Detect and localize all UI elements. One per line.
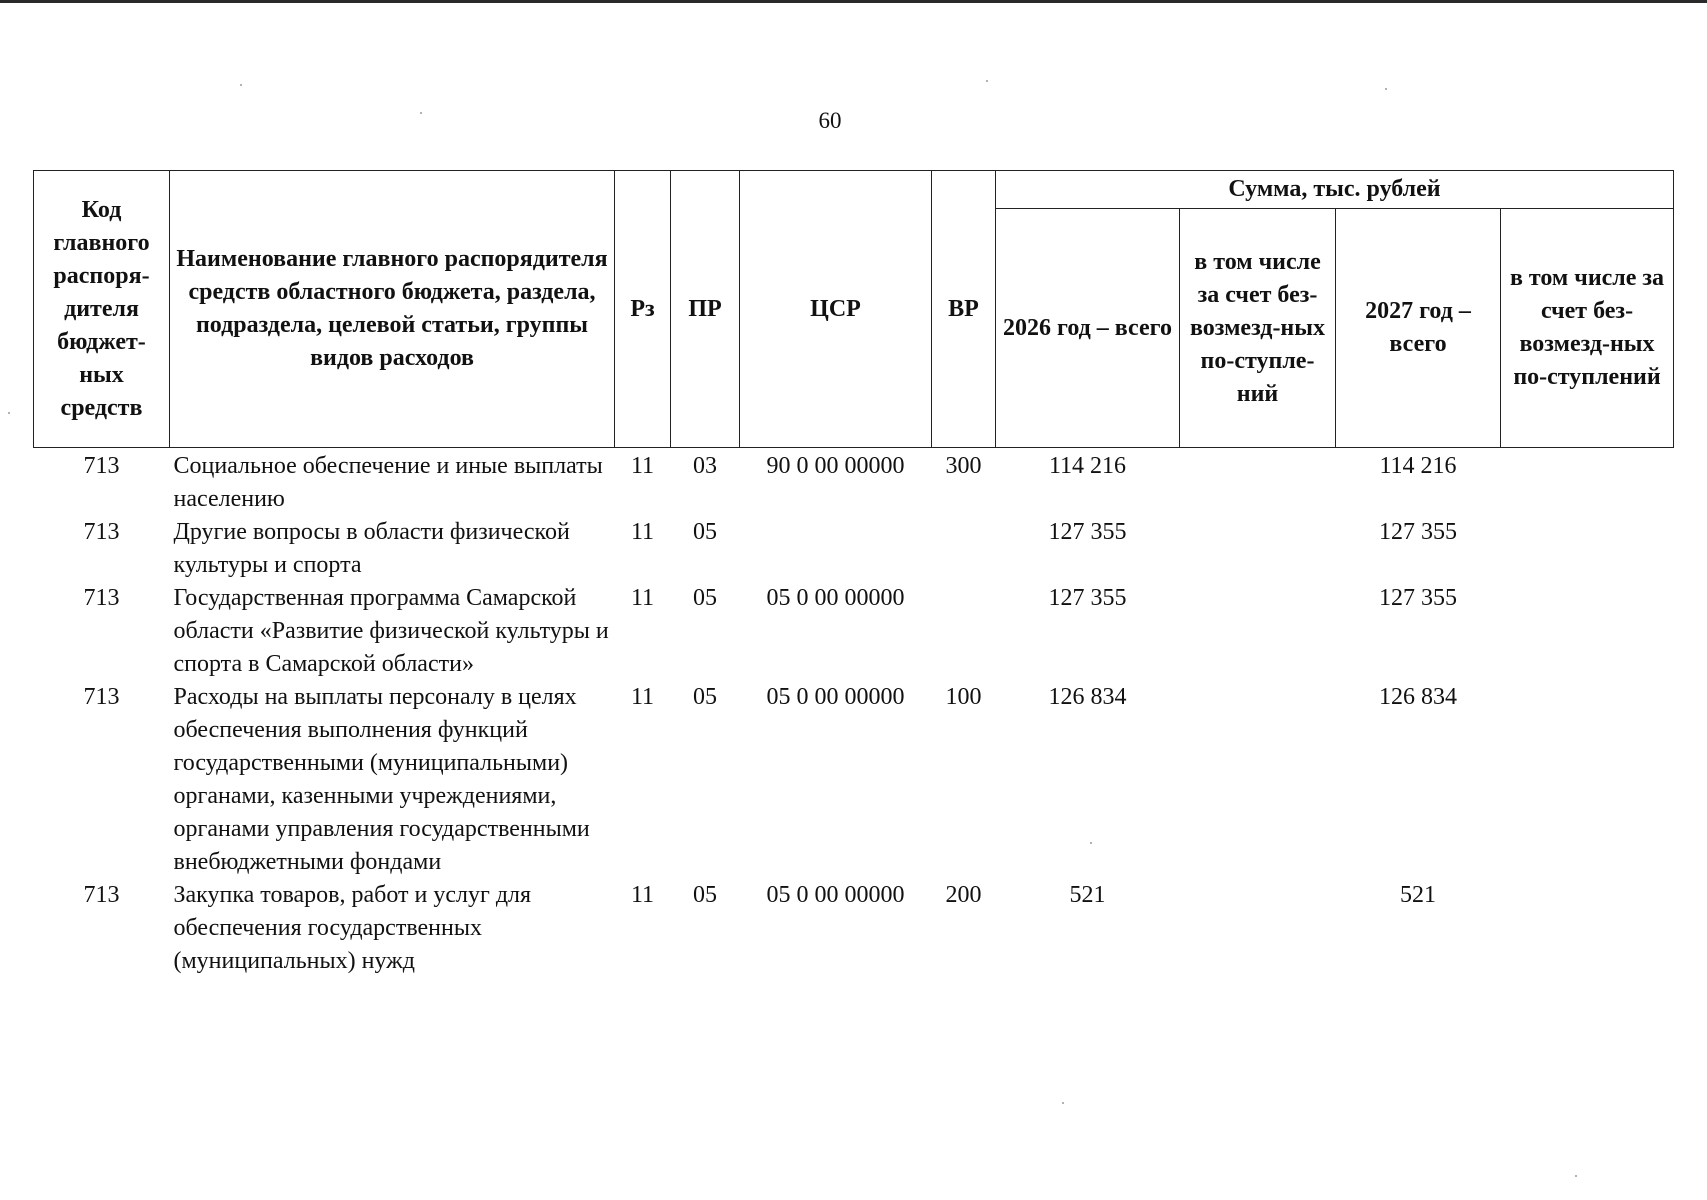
scan-speck xyxy=(1062,1102,1064,1104)
scan-border-line xyxy=(0,0,1707,3)
cell-2026-free xyxy=(1180,681,1336,879)
table-row xyxy=(34,516,1674,582)
cell-csr xyxy=(740,516,932,582)
cell-name: Закупка товаров, работ и услуг для обеспечения государственных (муниципальных) нужд xyxy=(173,882,532,974)
cell-code: 713 xyxy=(83,585,120,611)
header-csr: ЦСР xyxy=(740,171,932,448)
header-2027-free: в том числе за счет без-возмезд-ных по-ступлений xyxy=(1501,209,1674,448)
cell-2027-total: 521 xyxy=(1400,882,1436,908)
cell-2027-total: 126 834 xyxy=(1379,684,1457,710)
header-pr: ПР xyxy=(671,171,740,448)
cell-name: Государственная программа Самарской области «Развитие физической культуры и спорта в Самарской области» xyxy=(173,585,609,677)
cell-2027-free xyxy=(1501,879,1674,978)
cell-name: Расходы на выплаты персоналу в целях обеспечения выполнения функций государственными (муниципальными) органами, казенными учреждениями, органами управления государственными внебюджетными фондами xyxy=(173,684,590,875)
cell-name: Другие вопросы в области физической культуры и спорта xyxy=(173,519,570,578)
scan-speck xyxy=(420,112,422,114)
header-2027-total: 2027 год – всего xyxy=(1336,209,1501,448)
scan-speck xyxy=(8,412,10,414)
cell-pr: 03 xyxy=(693,453,717,479)
cell-2027-total: 114 216 xyxy=(1379,453,1457,479)
cell-2026-free xyxy=(1180,516,1336,582)
cell-2027-total: 127 355 xyxy=(1379,519,1457,545)
cell-code: 713 xyxy=(83,453,120,479)
cell-pr: 05 xyxy=(693,684,717,710)
cell-pr: 05 xyxy=(693,585,717,611)
cell-rz: 11 xyxy=(630,453,655,479)
cell-2026-free xyxy=(1180,582,1336,681)
cell-2026-total: 521 xyxy=(1069,882,1106,908)
cell-2026-total: 127 355 xyxy=(1048,585,1127,611)
header-2026-free: в том числе за счет без-возмезд-ных по-ступле-ний xyxy=(1180,209,1336,448)
header-vr: ВР xyxy=(932,171,996,448)
cell-2027-total: 127 355 xyxy=(1379,585,1457,611)
cell-2027-free xyxy=(1501,681,1674,879)
cell-2027-free xyxy=(1501,582,1674,681)
cell-code: 713 xyxy=(83,519,120,545)
cell-pr: 05 xyxy=(693,519,717,545)
scan-speck xyxy=(986,80,988,82)
cell-vr: 300 xyxy=(945,453,982,479)
cell-rz: 11 xyxy=(630,519,655,545)
cell-vr: 200 xyxy=(945,882,982,908)
header-rz: Рз xyxy=(615,171,671,448)
cell-name: Социальное обеспечение и иные выплаты населению xyxy=(173,453,603,512)
table-header-row xyxy=(34,171,1674,209)
budget-table xyxy=(33,170,1674,978)
scan-speck xyxy=(1090,842,1092,844)
cell-vr xyxy=(932,582,996,681)
table-row xyxy=(34,448,1674,517)
cell-csr: 05 0 00 00000 xyxy=(766,882,905,908)
cell-2026-total: 126 834 xyxy=(1048,684,1127,710)
table-row xyxy=(34,582,1674,681)
header-code: Код главного распоря-дителя бюджет-ных средств xyxy=(34,171,170,448)
cell-pr: 05 xyxy=(693,882,717,908)
cell-2027-free xyxy=(1501,448,1674,517)
cell-vr: 100 xyxy=(945,684,982,710)
scan-speck xyxy=(240,84,242,86)
cell-2027-free xyxy=(1501,516,1674,582)
header-name: Наименование главного распорядителя средств областного бюджета, раздела, подраздела, целевой статьи, группы видов расходов xyxy=(170,171,615,448)
cell-csr: 05 0 00 00000 xyxy=(766,684,905,710)
cell-vr xyxy=(932,516,996,582)
scan-speck xyxy=(1385,88,1387,90)
cell-2026-total: 114 216 xyxy=(1048,453,1127,479)
cell-rz: 11 xyxy=(630,882,655,908)
cell-2026-total: 127 355 xyxy=(1048,519,1127,545)
scan-speck xyxy=(1575,1175,1577,1177)
page-number: 60 xyxy=(818,108,842,133)
cell-code: 713 xyxy=(83,882,120,908)
table-row xyxy=(34,879,1674,978)
cell-rz: 11 xyxy=(630,585,655,611)
cell-csr: 90 0 00 00000 xyxy=(766,453,905,479)
cell-2026-free xyxy=(1180,448,1336,517)
cell-rz: 11 xyxy=(630,684,655,710)
cell-csr: 05 0 00 00000 xyxy=(766,585,905,611)
header-2026-total: 2026 год – всего xyxy=(996,209,1180,448)
cell-code: 713 xyxy=(83,684,120,710)
cell-2026-free xyxy=(1180,879,1336,978)
header-sum-title: Сумма, тыс. рублей xyxy=(996,171,1674,209)
table-row xyxy=(34,681,1674,879)
